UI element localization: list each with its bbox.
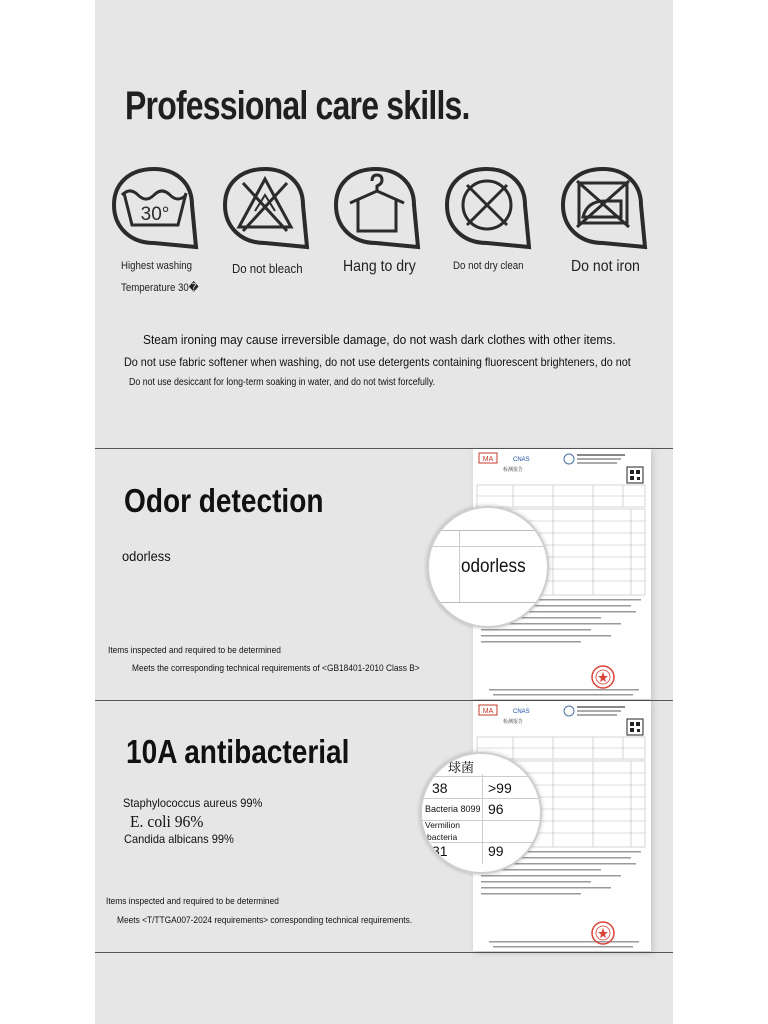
zoom-row1-left: 38 bbox=[432, 780, 448, 796]
odor-result: odorless bbox=[122, 548, 171, 564]
no-dry-clean-icon bbox=[443, 165, 533, 250]
zoom-row3-left-a: Vermilion bbox=[425, 820, 460, 830]
odor-zoom-text: odorless bbox=[461, 556, 526, 577]
result-staphylococcus: Staphylococcus aureus 99% bbox=[123, 796, 263, 810]
no-iron-icon bbox=[559, 165, 649, 250]
zoom-row2-left: Bacteria 8099 bbox=[425, 804, 481, 814]
antibacterial-zoom-magnifier bbox=[420, 752, 542, 874]
result-e-coli: E. coli 96% bbox=[130, 812, 204, 831]
report1-doc-title: 检测报告 bbox=[503, 467, 524, 473]
wash-label-line1: Highest washing bbox=[121, 260, 193, 272]
care-title: Professional care skills. bbox=[125, 84, 470, 128]
care-note-3: Do not use desiccant for long-term soaking in water, and do not twist forcefully. bbox=[129, 377, 436, 388]
odor-title: Odor detection bbox=[124, 482, 324, 519]
odor-zoom-magnifier bbox=[427, 506, 549, 628]
antibacterial-requirement: Meets <T/TTGA007-2024 requirements> corresponding technical requirements. bbox=[117, 915, 413, 926]
zoom-header-text: 球菌 bbox=[448, 760, 475, 775]
wash-30-symbol: 30° bbox=[140, 204, 170, 225]
odor-requirement: Meets the corresponding technical requirements of <GB18401-2010 Class B> bbox=[132, 663, 420, 674]
result-candida: Candida albicans 99% bbox=[124, 832, 234, 846]
section-divider-3 bbox=[95, 952, 673, 953]
zoom-row2-right: 96 bbox=[488, 801, 504, 817]
wash-label-line2: Temperature 30� bbox=[121, 282, 199, 294]
no-iron-label: Do not iron bbox=[571, 258, 640, 275]
zoom-row3-left-b: bacteria bbox=[427, 832, 458, 842]
zoom-row4-right: 99 bbox=[488, 843, 504, 859]
antibacterial-inspected-label: Items inspected and required to be determined bbox=[106, 896, 279, 907]
zoom-row4-left: 31 bbox=[432, 843, 448, 859]
no-bleach-icon bbox=[221, 165, 311, 250]
no-dry-clean-label: Do not dry clean bbox=[453, 260, 524, 272]
care-note-1: Steam ironing may cause irreversible damage, do not wash dark clothes with other items. bbox=[143, 332, 616, 347]
wash-30-icon bbox=[110, 165, 200, 250]
no-bleach-label: Do not bleach bbox=[232, 261, 303, 276]
report2-doc-title: 检测报告 bbox=[503, 719, 524, 725]
care-note-2: Do not use fabric softener when washing, do not use detergents containing fluorescent brighteners, do not bbox=[124, 355, 631, 369]
report1-badge-ma: MA bbox=[482, 456, 494, 463]
zoom-row1-right: >99 bbox=[488, 780, 512, 796]
hang-dry-icon bbox=[332, 165, 422, 250]
antibacterial-title: 10A antibacterial bbox=[126, 733, 350, 770]
hang-dry-label: Hang to dry bbox=[343, 258, 416, 275]
report1-badge-cnas: CNAS bbox=[513, 457, 530, 463]
report2-badge-cnas: CNAS bbox=[513, 709, 530, 715]
report2-badge-ma: MA bbox=[482, 708, 494, 715]
odor-inspected-label: Items inspected and required to be determined bbox=[108, 645, 281, 656]
